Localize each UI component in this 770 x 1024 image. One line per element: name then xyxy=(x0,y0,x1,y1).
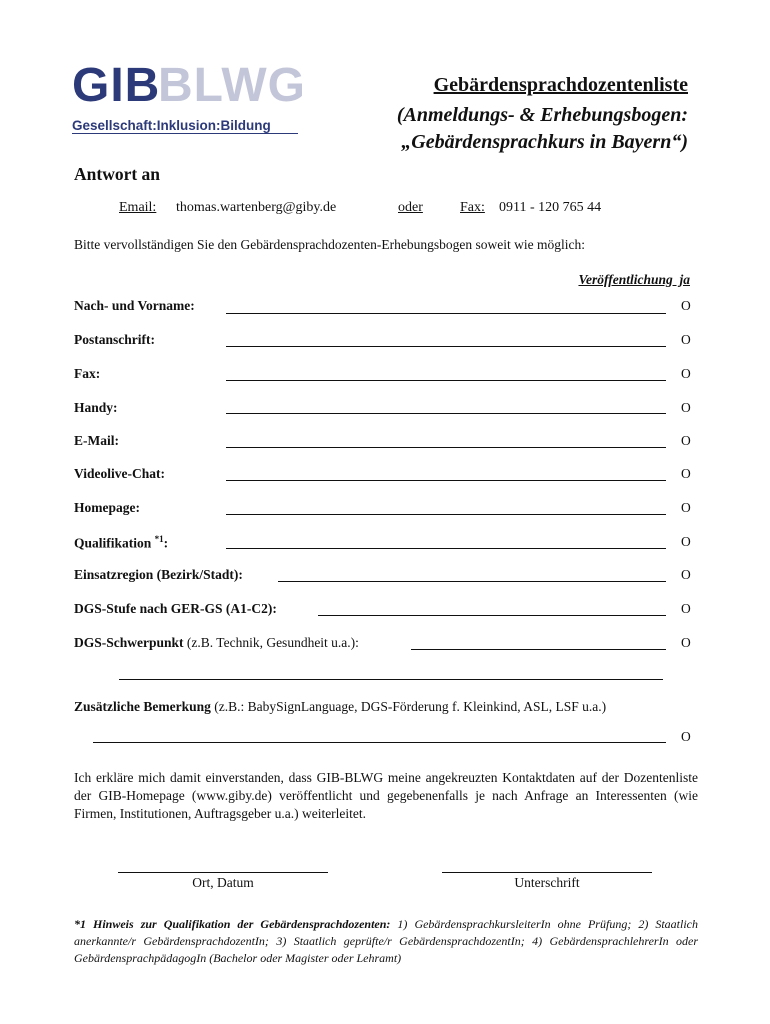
fax-number: 0911 - 120 765 44 xyxy=(499,200,602,215)
logo-blwg-text: BLWG xyxy=(158,59,306,112)
unterschrift-line[interactable] xyxy=(442,872,652,873)
email-address: thomas.wartenberg@giby.de xyxy=(176,200,337,215)
field-line-videolive[interactable] xyxy=(226,480,666,481)
field-line-email[interactable] xyxy=(226,447,666,448)
publish-option-einsatzregion[interactable]: O xyxy=(681,567,691,582)
dgs-schwerpunkt-label-text: DGS-Schwerpunkt xyxy=(74,635,184,650)
publication-header: Veröffentlichung ja xyxy=(578,272,690,287)
field-line-homepage[interactable] xyxy=(226,514,666,515)
field-label-handy: Handy: xyxy=(74,400,118,415)
antwort-heading: Antwort an xyxy=(74,164,161,184)
field-label-qualifikation xyxy=(74,534,168,552)
bemerkung-label-text: Zusätzliche Bemerkung xyxy=(74,699,211,714)
publish-option-homepage[interactable]: O xyxy=(681,500,691,515)
publish-option-bemerkung[interactable]: O xyxy=(681,729,691,744)
intro-text: Bitte vervollständigen Sie den Gebärdensprachdozenten-Erhebungsbogen soweit wie möglich: xyxy=(74,237,585,252)
publish-option-fax[interactable]: O xyxy=(681,366,691,381)
field-label-einsatzregion: Einsatzregion (Bezirk/Stadt): xyxy=(74,567,243,582)
field-line-bemerkung[interactable] xyxy=(93,742,666,743)
ort-datum-label: Ort, Datum xyxy=(192,875,254,890)
publish-option-email[interactable]: O xyxy=(681,433,691,448)
field-label-name: Nach- und Vorname: xyxy=(74,298,195,313)
field-line-dgs-schwerpunkt-continued[interactable] xyxy=(119,679,663,680)
field-label-fax: Fax: xyxy=(74,366,101,381)
ort-datum-line[interactable] xyxy=(118,872,328,873)
field-label-postanschrift: Postanschrift: xyxy=(74,332,155,347)
field-line-fax[interactable] xyxy=(226,380,666,381)
dgs-schwerpunkt-hint: (z.B. Technik, Gesundheit u.a.): xyxy=(183,635,359,650)
field-label-dgs-schwerpunkt xyxy=(74,635,359,651)
unterschrift-label: Unterschrift xyxy=(514,875,580,890)
field-line-postanschrift[interactable] xyxy=(226,346,666,347)
qualifikation-footnote-mark: *1 xyxy=(154,534,164,544)
field-label-email: E-Mail: xyxy=(74,433,119,448)
publish-option-postanschrift[interactable]: O xyxy=(681,332,691,347)
field-label-bemerkung xyxy=(74,699,606,715)
document-title: Gebärdensprachdozentenliste xyxy=(433,74,688,96)
document-subtitle-line2: „Gebärdensprachkurs in Bayern“) xyxy=(401,131,688,153)
field-line-handy[interactable] xyxy=(226,413,666,414)
qualifikation-colon: : xyxy=(163,535,169,551)
publish-option-dgs-stufe[interactable]: O xyxy=(681,601,691,616)
field-line-name[interactable] xyxy=(226,313,666,314)
logo-gib-text: GIB xyxy=(72,59,161,112)
logo-tagline: Gesellschaft:Inklusion:Bildung xyxy=(72,118,271,133)
document-subtitle-line1: (Anmeldungs- & Erhebungsbogen: xyxy=(396,104,688,126)
publish-option-qualifikation[interactable]: O xyxy=(681,534,691,549)
field-line-einsatzregion[interactable] xyxy=(278,581,666,582)
field-line-qualifikation[interactable] xyxy=(226,548,666,549)
field-label-dgs-stufe: DGS-Stufe nach GER-GS (A1-C2): xyxy=(74,601,277,616)
oder-text: oder xyxy=(398,200,423,215)
qualification-footnote xyxy=(74,916,698,967)
field-line-dgs-stufe[interactable] xyxy=(318,615,666,616)
fax-label: Fax: xyxy=(460,200,485,215)
field-label-videolive: Videolive-Chat: xyxy=(74,466,165,481)
footnote-heading: *1 Hinweis zur Qualifikation der Gebärdensprachdozenten: xyxy=(74,917,391,931)
email-label: Email: xyxy=(119,200,157,215)
publish-option-handy[interactable]: O xyxy=(681,400,691,415)
logo-underline xyxy=(72,133,298,134)
field-label-homepage: Homepage: xyxy=(74,500,140,515)
publish-option-dgs-schwerpunkt[interactable]: O xyxy=(681,635,691,650)
consent-paragraph: Ich erkläre mich damit einverstanden, dass GIB-BLWG meine angekreuzten Kontaktdaten auf der Dozentenliste der GIB-Homepage (www.giby.de) veröffentlicht und gegebenenfalls je nach Anfrage an Interessenten (wie Firmen, Institutionen, Auftragsgeber u.a.) weiterleitet. xyxy=(74,770,698,821)
field-line-dgs-schwerpunkt[interactable] xyxy=(411,649,666,650)
qualifikation-label-text: Qualifikation xyxy=(74,535,152,551)
footnote-text: 1) GebärdensprachkursleiterIn ohne Prüfung; 2) Staatlich anerkannte/r GebärdensprachdozentIn; 3) Staatlich geprüfte/r GebärdensprachdozentIn; 4) GebärdensprachlehrerIn oder GebärdensprachpädagogIn (Bachelor oder Magister oder Lehramt) xyxy=(74,917,698,965)
publish-option-videolive[interactable]: O xyxy=(681,466,691,481)
bemerkung-hint: (z.B.: BabySignLanguage, DGS-Förderung f. Kleinkind, ASL, LSF u.a.) xyxy=(210,699,607,714)
publish-option-name[interactable]: O xyxy=(681,298,691,313)
